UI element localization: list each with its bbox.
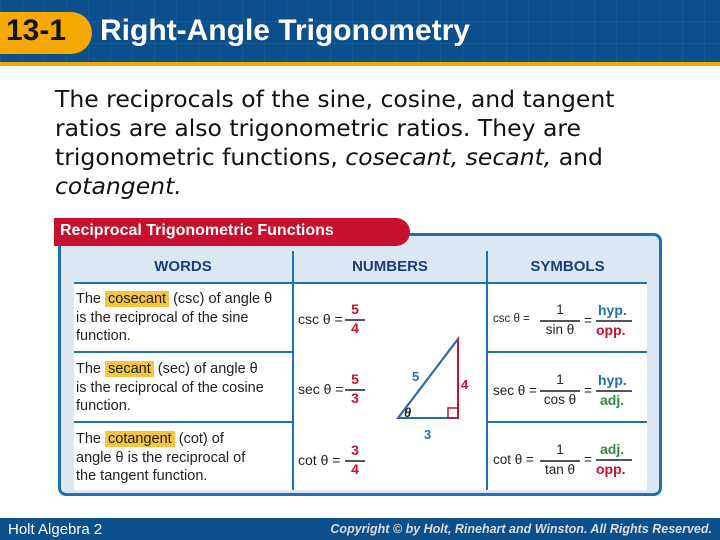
fraction-numerator: 5 <box>351 371 359 387</box>
title-underline <box>0 62 720 66</box>
intro-italic: cosecant, secant, <box>345 143 552 171</box>
symbols-denominator: tan θ <box>544 462 576 477</box>
table-row: The cotangent (cot) of angle θ is the reciprocal of the tangent function. <box>76 431 246 484</box>
table-divider <box>74 351 292 353</box>
intro-line: The reciprocals of the sine, cosine, and tangent <box>55 85 615 113</box>
table-divider <box>486 251 488 490</box>
symbols-equals: = <box>584 383 592 398</box>
table-row: The cosecant (csc) of angle θ is the reciprocal of the sine function. <box>76 291 273 344</box>
symbols-equals: = <box>584 313 592 328</box>
symbols-lhs: cot θ = <box>493 452 534 467</box>
fraction-denominator: 4 <box>351 461 359 477</box>
term-highlight: cosecant <box>105 291 169 307</box>
fraction-numerator: 3 <box>351 442 359 458</box>
term-highlight: cotangent <box>105 431 175 447</box>
table-divider <box>488 351 647 353</box>
table-divider <box>292 251 294 490</box>
numbers-lhs: sec θ = <box>298 381 344 397</box>
intro-paragraph <box>55 85 655 201</box>
right-angle-marker <box>448 408 458 418</box>
triangle-angle-label: θ <box>404 405 412 420</box>
ratio-denominator: opp. <box>596 461 626 477</box>
intro-italic: cotangent. <box>55 172 182 200</box>
lesson-number: 13-1 <box>6 14 67 47</box>
table-divider <box>488 421 647 423</box>
intro-line: trigonometric functions, cosecant, secant, and <box>55 143 603 171</box>
column-header-numbers: NUMBERS <box>294 251 486 282</box>
symbols-numerator: 1 <box>556 302 564 317</box>
ratio-numerator: adj. <box>600 441 625 457</box>
symbols-lhs: csc θ = <box>493 313 530 325</box>
column-header-words: WORDS <box>74 251 292 282</box>
table-title: Reciprocal Trigonometric Functions <box>60 222 334 239</box>
table-row: The secant (sec) of angle θ is the reciprocal of the cosine function. <box>76 361 264 414</box>
symbols-numerator: 1 <box>556 442 564 457</box>
ratio-numerator: hyp. <box>598 302 627 318</box>
symbols-denominator: sin θ <box>545 322 575 337</box>
ratio-numerator: hyp. <box>598 372 627 388</box>
right-triangle-diagram <box>390 335 470 425</box>
triangle-opp-label: 4 <box>461 377 469 392</box>
triangle-adj-label: 3 <box>424 427 432 442</box>
fraction-numerator: 5 <box>351 301 359 317</box>
fraction-denominator: 3 <box>351 390 359 406</box>
footer-textbook-name: Holt Algebra 2 <box>8 521 103 538</box>
symbols-numerator: 1 <box>556 372 564 387</box>
ratio-denominator: opp. <box>596 322 626 338</box>
table-divider <box>74 282 647 284</box>
table-title-banner <box>54 218 410 246</box>
symbols-lhs: sec θ = <box>493 383 537 398</box>
column-header-symbols: SYMBOLS <box>488 251 647 282</box>
numbers-lhs: csc θ = <box>298 311 343 327</box>
symbols-denominator: cos θ <box>543 392 577 407</box>
symbols-equals: = <box>584 452 592 467</box>
intro-line <box>55 172 655 201</box>
fraction-denominator: 4 <box>351 320 359 336</box>
numbers-lhs: cot θ = <box>298 452 341 468</box>
ratio-denominator: adj. <box>600 392 625 408</box>
table-divider <box>74 421 292 423</box>
term-highlight: secant <box>105 361 154 377</box>
lesson-title: Right-Angle Trigonometry <box>100 14 470 47</box>
triangle-hyp-label: 5 <box>412 369 420 384</box>
intro-line: ratios are also trigonometric ratios. They are <box>55 114 581 142</box>
footer-copyright: Copyright © by Holt, Rinehart and Winston. All Rights Reserved. <box>330 522 712 536</box>
